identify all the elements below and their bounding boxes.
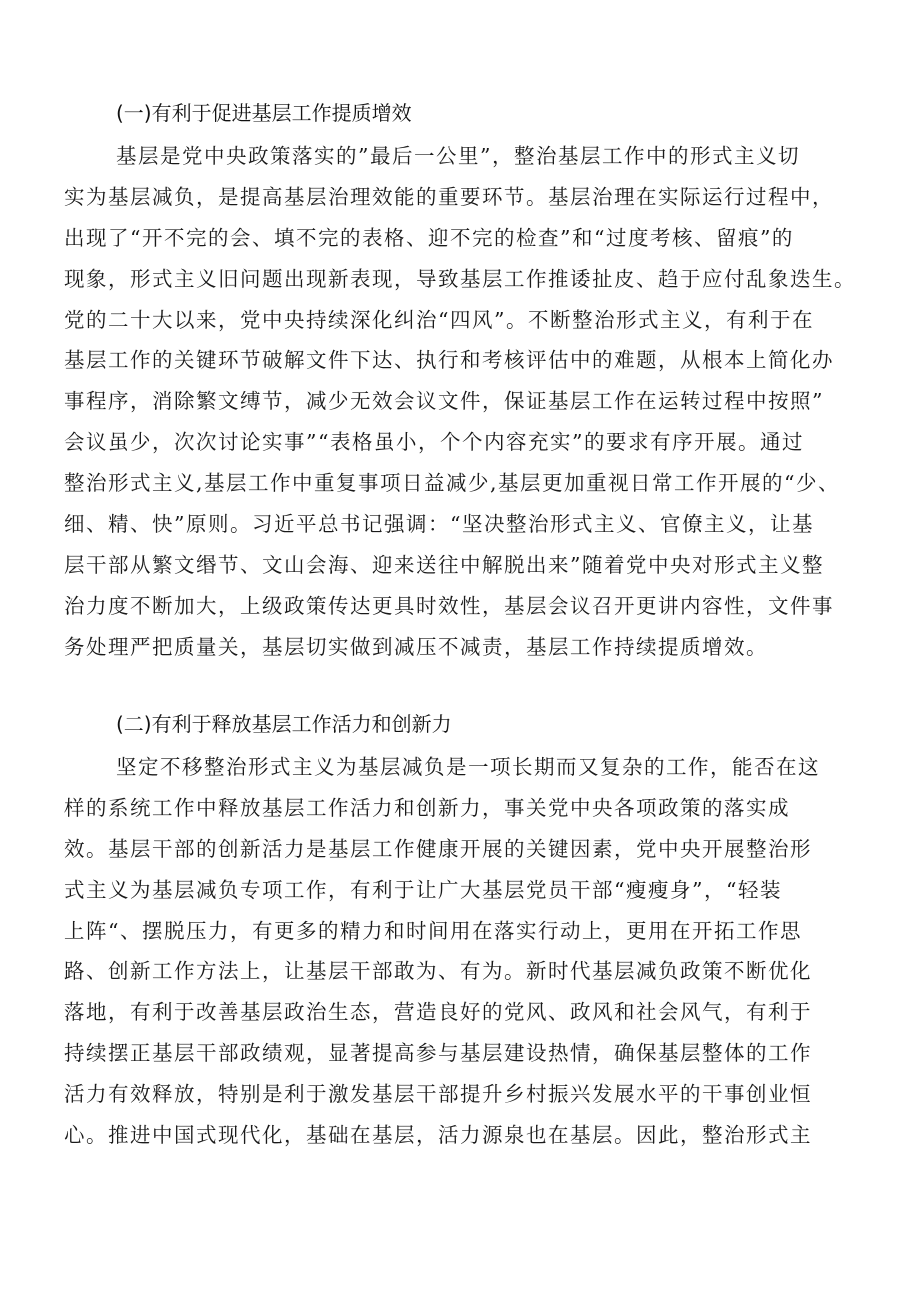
paragraph-line: 会议虽少，次次讨论实事”“表格虽小，个个内容充实”的要求有序开展。通过 [64,430,804,455]
paragraph-line: 细、精、快”原则。习近平总书记强调：“坚决整治形式主义、官僚主义，让基 [64,512,814,537]
section-paragraph-1 [64,136,864,668]
paragraph-line: 式主义为基层减负专项工作，有利于让广大基层党员干部“瘦瘦身”，“轻装 [64,877,782,902]
paragraph-line: 层干部从繁文缗节、文山会海、迎来送往中解脱出来”随着党中央对形式主义整 [64,552,824,577]
paragraph-line: 心。推进中国式现代化，基础在基层，活力源泉也在基层。因此，整治形式主 [64,1123,812,1148]
paragraph-line: 整治形式主义,基层工作中重复事项日益减少,基层更加重视日常工作开展的“少、 [64,471,841,496]
paragraph-line: 路、创新工作方法上，让基层干部敢为、有为。新时代基层减负政策不断优化 [64,959,812,984]
paragraph-line: 党的二十大以来，党中央持续深化纠治“四风”。不断整治形式主义，有利于在 [64,307,814,332]
paragraph-line: 基层是党中央政策落实的”最后一公里”，整治基层工作中的形式主义切 [116,144,800,168]
paragraph-line: 活力有效释放，特别是利于激发基层干部提升乡村振兴发展水平的干事创业恒 [64,1082,812,1107]
paragraph-line: 实为基层减负，是提高基层治理效能的重要环节。基层治理在实际运行过程中， [64,184,834,209]
paragraph-line: 持续摆正基层干部政绩观，显著提高参与基层建设热情，确保基层整体的工作 [64,1041,812,1066]
section-heading-1: (一)有利于促进基层工作提质增效 [116,101,412,125]
paragraph-line: 现象，形式主义旧问题出现新表现，导致基层工作推诿扯皮、趋于应付乱象迭生。 [64,266,856,291]
paragraph-line: 落地，有利于改善基层政治生态，营造良好的党风、政风和社会风气，有利于 [64,1000,812,1025]
paragraph-line: 效。基层干部的创新活力是基层工作健康开展的关键因素，党中央开展整治形 [64,836,812,861]
paragraph-line: 坚定不移整治形式主义为基层减负是一项长期而又复杂的工作，能否在这 [116,755,820,779]
paragraph-line: 上阵“、摆脱压力，有更多的精力和时间用在落实行动上，更用在开拓工作思 [64,918,802,943]
paragraph-line: 样的系统工作中释放基层工作活力和创新力，事关党中央各项政策的落实成 [64,795,790,820]
paragraph-line: 事程序，消除繁文缚节，减少无效会议文件，保证基层工作在运转过程中按照” [64,389,824,414]
paragraph-line: 基层工作的关键环节破解文件下达、执行和考核评估中的难题，从根本上简化办 [64,348,834,373]
section-paragraph-2 [64,747,864,1156]
section-heading-2: (二)有利于释放基层工作活力和创新力 [116,712,452,736]
paragraph-line: 出现了“开不完的会、填不完的表格、迎不完的检查”和“过度考核、留痕”的 [64,225,794,250]
paragraph-line: 治力度不断加大，上级政策传达更具时效性，基层会议召开更讲内容性，文件事 [64,593,834,618]
paragraph-line: 务处理严把质量关，基层切实做到减压不减责，基层工作持续提质增效。 [64,634,768,659]
